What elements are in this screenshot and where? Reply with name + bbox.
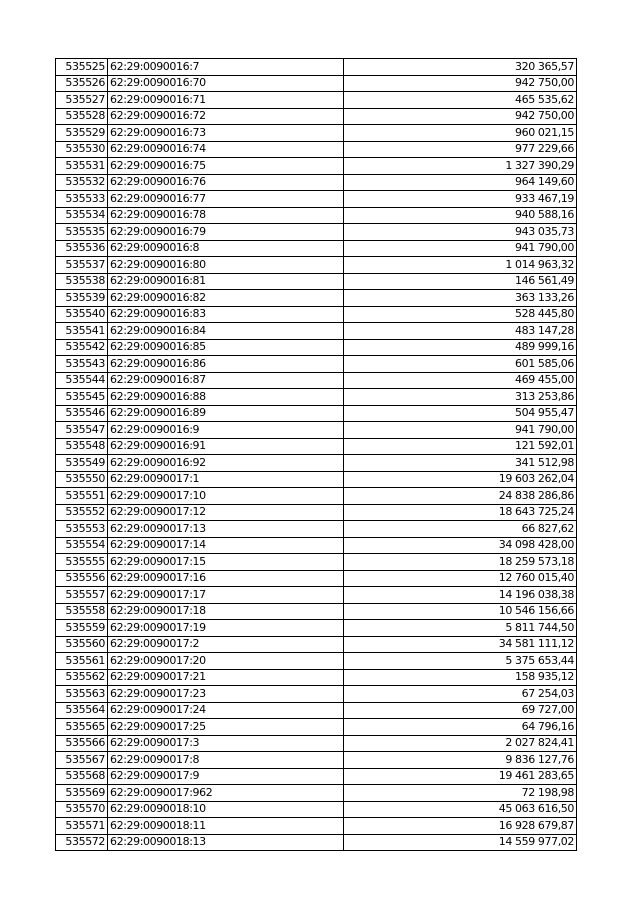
- cadastral-number-cell: 62:29:0090017:13: [108, 521, 344, 538]
- table-row: [56, 339, 577, 356]
- cadastral-number-cell: 62:29:0090016:86: [108, 356, 344, 373]
- row-id-cell: 535571: [56, 818, 108, 835]
- table-row: [56, 257, 577, 274]
- table-row: [56, 521, 577, 538]
- row-id-cell: 535572: [56, 834, 108, 851]
- table-row: [56, 587, 577, 604]
- row-id-cell: 535550: [56, 471, 108, 488]
- row-id-cell: 535560: [56, 636, 108, 653]
- cadastral-number-cell: 62:29:0090016:85: [108, 339, 344, 356]
- cadastral-number-cell: 62:29:0090017:14: [108, 537, 344, 554]
- table-row: [56, 108, 577, 125]
- value-cell: 19 461 283,65: [344, 768, 577, 785]
- table-row: [56, 438, 577, 455]
- row-id-cell: 535562: [56, 669, 108, 686]
- table-row: [56, 306, 577, 323]
- cadastral-number-cell: 62:29:0090017:3: [108, 735, 344, 752]
- cadastral-number-cell: 62:29:0090016:84: [108, 323, 344, 340]
- value-cell: 1 327 390,29: [344, 158, 577, 175]
- row-id-cell: 535549: [56, 455, 108, 472]
- table-row: [56, 59, 577, 76]
- row-id-cell: 535525: [56, 59, 108, 76]
- row-id-cell: 535567: [56, 752, 108, 769]
- cadastral-number-cell: 62:29:0090018:11: [108, 818, 344, 835]
- value-cell: 528 445,80: [344, 306, 577, 323]
- value-cell: 320 365,57: [344, 59, 577, 76]
- table-row: [56, 834, 577, 851]
- value-cell: 146 561,49: [344, 273, 577, 290]
- row-id-cell: 535530: [56, 141, 108, 158]
- cadastral-number-cell: 62:29:0090018:13: [108, 834, 344, 851]
- table-row: [56, 240, 577, 257]
- cadastral-number-cell: 62:29:0090017:19: [108, 620, 344, 637]
- row-id-cell: 535531: [56, 158, 108, 175]
- cadastral-number-cell: 62:29:0090016:80: [108, 257, 344, 274]
- row-id-cell: 535557: [56, 587, 108, 604]
- table-row: [56, 620, 577, 637]
- table-row: [56, 323, 577, 340]
- row-id-cell: 535532: [56, 174, 108, 191]
- row-id-cell: 535540: [56, 306, 108, 323]
- row-id-cell: 535533: [56, 191, 108, 208]
- cadastral-number-cell: 62:29:0090017:20: [108, 653, 344, 670]
- cadastral-number-cell: 62:29:0090017:962: [108, 785, 344, 802]
- cadastral-number-cell: 62:29:0090017:9: [108, 768, 344, 785]
- cadastral-number-cell: 62:29:0090017:25: [108, 719, 344, 736]
- cadastral-number-cell: 62:29:0090016:78: [108, 207, 344, 224]
- value-cell: 341 512,98: [344, 455, 577, 472]
- cadastral-number-cell: 62:29:0090017:24: [108, 702, 344, 719]
- cadastral-number-cell: 62:29:0090016:7: [108, 59, 344, 76]
- value-cell: 34 581 111,12: [344, 636, 577, 653]
- value-cell: 601 585,06: [344, 356, 577, 373]
- table-row: [56, 686, 577, 703]
- cadastral-number-cell: 62:29:0090017:17: [108, 587, 344, 604]
- value-cell: 964 149,60: [344, 174, 577, 191]
- row-id-cell: 535568: [56, 768, 108, 785]
- cadastral-number-cell: 62:29:0090017:21: [108, 669, 344, 686]
- cadastral-number-cell: 62:29:0090017:1: [108, 471, 344, 488]
- row-id-cell: 535543: [56, 356, 108, 373]
- row-id-cell: 535534: [56, 207, 108, 224]
- row-id-cell: 535535: [56, 224, 108, 241]
- table-row: [56, 702, 577, 719]
- cadastral-number-cell: 62:29:0090016:79: [108, 224, 344, 241]
- value-cell: 943 035,73: [344, 224, 577, 241]
- value-cell: 941 790,00: [344, 240, 577, 257]
- table-row: [56, 504, 577, 521]
- cadastral-number-cell: 62:29:0090017:12: [108, 504, 344, 521]
- table-row: [56, 636, 577, 653]
- table-row: [56, 554, 577, 571]
- table-row: [56, 372, 577, 389]
- table-row: [56, 537, 577, 554]
- table-row: [56, 570, 577, 587]
- cadastral-number-cell: 62:29:0090016:77: [108, 191, 344, 208]
- cadastral-number-cell: 62:29:0090016:8: [108, 240, 344, 257]
- table-row: [56, 768, 577, 785]
- value-cell: 942 750,00: [344, 108, 577, 125]
- value-cell: 960 021,15: [344, 125, 577, 142]
- row-id-cell: 535544: [56, 372, 108, 389]
- value-cell: 5 811 744,50: [344, 620, 577, 637]
- cadastral-number-cell: 62:29:0090016:73: [108, 125, 344, 142]
- table-row: [56, 174, 577, 191]
- table-row: [56, 735, 577, 752]
- row-id-cell: 535526: [56, 75, 108, 92]
- row-id-cell: 535529: [56, 125, 108, 142]
- value-cell: 1 014 963,32: [344, 257, 577, 274]
- table-row: [56, 75, 577, 92]
- cadastral-number-cell: 62:29:0090016:91: [108, 438, 344, 455]
- table-row: [56, 356, 577, 373]
- table-row: [56, 191, 577, 208]
- table-row: [56, 141, 577, 158]
- value-cell: 121 592,01: [344, 438, 577, 455]
- table-row: [56, 719, 577, 736]
- table-row: [56, 125, 577, 142]
- cadastral-number-cell: 62:29:0090016:71: [108, 92, 344, 109]
- table-row: [56, 752, 577, 769]
- value-cell: 489 999,16: [344, 339, 577, 356]
- cadastral-number-cell: 62:29:0090017:23: [108, 686, 344, 703]
- value-cell: 16 928 679,87: [344, 818, 577, 835]
- cadastral-number-cell: 62:29:0090016:76: [108, 174, 344, 191]
- table-row: [56, 405, 577, 422]
- cadastral-number-cell: 62:29:0090016:74: [108, 141, 344, 158]
- row-id-cell: 535564: [56, 702, 108, 719]
- value-cell: 72 198,98: [344, 785, 577, 802]
- row-id-cell: 535536: [56, 240, 108, 257]
- value-cell: 483 147,28: [344, 323, 577, 340]
- value-cell: 313 253,86: [344, 389, 577, 406]
- row-id-cell: 535541: [56, 323, 108, 340]
- row-id-cell: 535545: [56, 389, 108, 406]
- cadastral-value-table: [55, 58, 577, 851]
- table-row: [56, 455, 577, 472]
- row-id-cell: 535554: [56, 537, 108, 554]
- table-body: [56, 59, 577, 851]
- table-row: [56, 785, 577, 802]
- table-row: [56, 92, 577, 109]
- table-row: [56, 422, 577, 439]
- value-cell: 66 827,62: [344, 521, 577, 538]
- value-cell: 18 643 725,24: [344, 504, 577, 521]
- row-id-cell: 535553: [56, 521, 108, 538]
- row-id-cell: 535561: [56, 653, 108, 670]
- value-cell: 14 196 038,38: [344, 587, 577, 604]
- table-row: [56, 669, 577, 686]
- value-cell: 940 588,16: [344, 207, 577, 224]
- table-row: [56, 389, 577, 406]
- row-id-cell: 535551: [56, 488, 108, 505]
- value-cell: 977 229,66: [344, 141, 577, 158]
- value-cell: 158 935,12: [344, 669, 577, 686]
- value-cell: 10 546 156,66: [344, 603, 577, 620]
- table-row: [56, 801, 577, 818]
- value-cell: 12 760 015,40: [344, 570, 577, 587]
- cadastral-number-cell: 62:29:0090016:89: [108, 405, 344, 422]
- row-id-cell: 535559: [56, 620, 108, 637]
- cadastral-number-cell: 62:29:0090017:15: [108, 554, 344, 571]
- value-cell: 941 790,00: [344, 422, 577, 439]
- row-id-cell: 535570: [56, 801, 108, 818]
- cadastral-number-cell: 62:29:0090016:83: [108, 306, 344, 323]
- row-id-cell: 535569: [56, 785, 108, 802]
- value-cell: 9 836 127,76: [344, 752, 577, 769]
- value-cell: 45 063 616,50: [344, 801, 577, 818]
- table-row: [56, 471, 577, 488]
- row-id-cell: 535537: [56, 257, 108, 274]
- cadastral-number-cell: 62:29:0090016:88: [108, 389, 344, 406]
- row-id-cell: 535558: [56, 603, 108, 620]
- value-cell: 5 375 653,44: [344, 653, 577, 670]
- row-id-cell: 535547: [56, 422, 108, 439]
- cadastral-number-cell: 62:29:0090016:87: [108, 372, 344, 389]
- table-row: [56, 818, 577, 835]
- row-id-cell: 535527: [56, 92, 108, 109]
- value-cell: 363 133,26: [344, 290, 577, 307]
- value-cell: 34 098 428,00: [344, 537, 577, 554]
- cadastral-number-cell: 62:29:0090016:9: [108, 422, 344, 439]
- value-cell: 465 535,62: [344, 92, 577, 109]
- row-id-cell: 535566: [56, 735, 108, 752]
- cadastral-number-cell: 62:29:0090016:81: [108, 273, 344, 290]
- table-row: [56, 273, 577, 290]
- value-cell: 2 027 824,41: [344, 735, 577, 752]
- table-row: [56, 224, 577, 241]
- value-cell: 933 467,19: [344, 191, 577, 208]
- value-cell: 69 727,00: [344, 702, 577, 719]
- row-id-cell: 535542: [56, 339, 108, 356]
- cadastral-number-cell: 62:29:0090016:72: [108, 108, 344, 125]
- table-row: [56, 290, 577, 307]
- row-id-cell: 535563: [56, 686, 108, 703]
- cadastral-number-cell: 62:29:0090016:92: [108, 455, 344, 472]
- row-id-cell: 535556: [56, 570, 108, 587]
- table-row: [56, 488, 577, 505]
- cadastral-number-cell: 62:29:0090018:10: [108, 801, 344, 818]
- cadastral-number-cell: 62:29:0090017:8: [108, 752, 344, 769]
- value-cell: 64 796,16: [344, 719, 577, 736]
- table-row: [56, 207, 577, 224]
- row-id-cell: 535555: [56, 554, 108, 571]
- cadastral-number-cell: 62:29:0090016:70: [108, 75, 344, 92]
- row-id-cell: 535538: [56, 273, 108, 290]
- value-cell: 67 254,03: [344, 686, 577, 703]
- cadastral-number-cell: 62:29:0090017:18: [108, 603, 344, 620]
- cadastral-number-cell: 62:29:0090017:16: [108, 570, 344, 587]
- row-id-cell: 535539: [56, 290, 108, 307]
- row-id-cell: 535546: [56, 405, 108, 422]
- value-cell: 14 559 977,02: [344, 834, 577, 851]
- cadastral-number-cell: 62:29:0090017:10: [108, 488, 344, 505]
- value-cell: 469 455,00: [344, 372, 577, 389]
- value-cell: 504 955,47: [344, 405, 577, 422]
- row-id-cell: 535548: [56, 438, 108, 455]
- cadastral-number-cell: 62:29:0090016:82: [108, 290, 344, 307]
- cadastral-number-cell: 62:29:0090016:75: [108, 158, 344, 175]
- row-id-cell: 535552: [56, 504, 108, 521]
- table-row: [56, 603, 577, 620]
- row-id-cell: 535565: [56, 719, 108, 736]
- row-id-cell: 535528: [56, 108, 108, 125]
- table-row: [56, 158, 577, 175]
- value-cell: 942 750,00: [344, 75, 577, 92]
- value-cell: 18 259 573,18: [344, 554, 577, 571]
- value-cell: 19 603 262,04: [344, 471, 577, 488]
- table-row: [56, 653, 577, 670]
- value-cell: 24 838 286,86: [344, 488, 577, 505]
- cadastral-number-cell: 62:29:0090017:2: [108, 636, 344, 653]
